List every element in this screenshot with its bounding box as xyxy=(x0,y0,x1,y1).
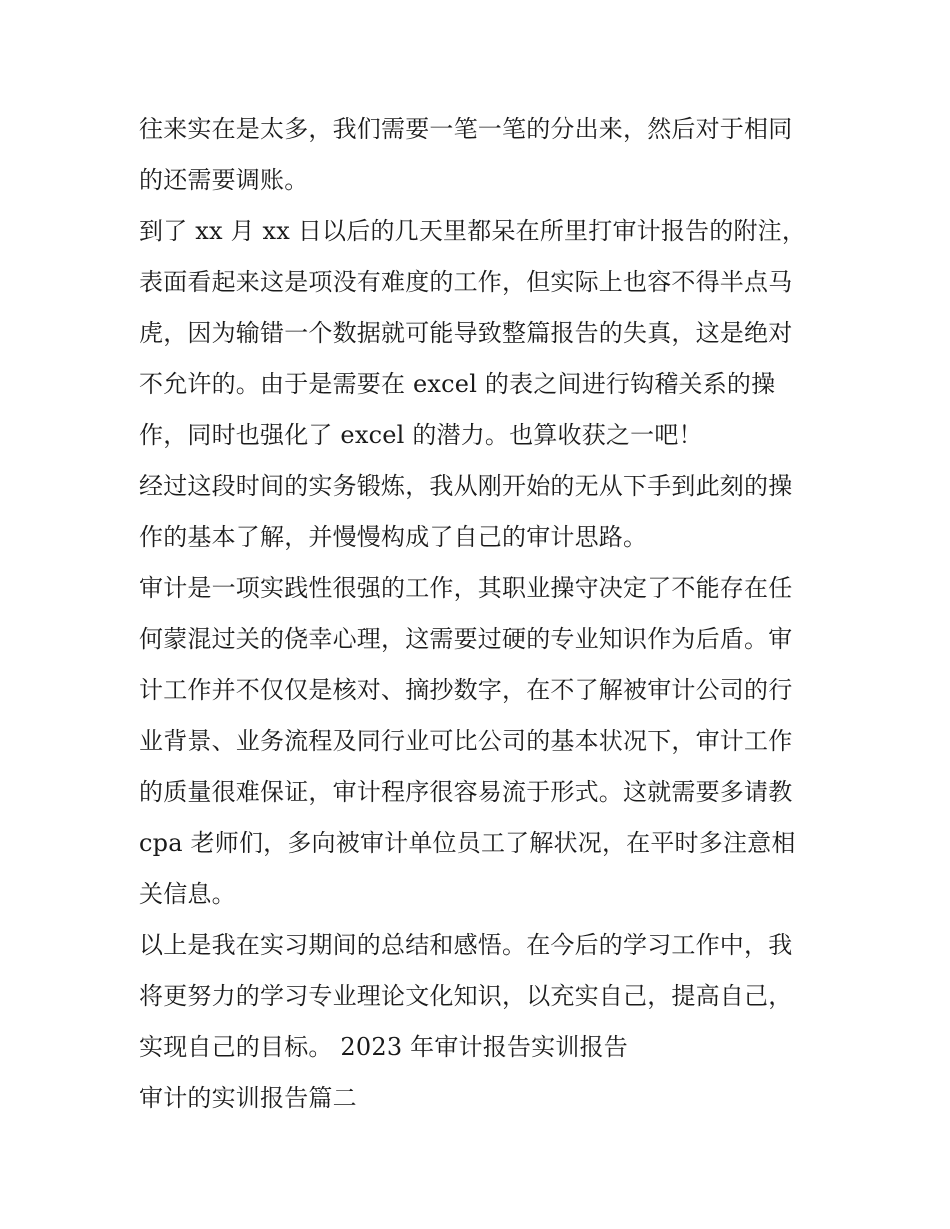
text-line: 经过这段时间的实务锻炼，我从刚开始的无从下手到此刻的操 xyxy=(139,472,793,500)
section-heading: 审计的实训报告篇二 xyxy=(139,1084,357,1112)
text-line: 到了 xx 月 xx 日以后的几天里都呆在所里打审计报告的附注， xyxy=(139,217,807,245)
text-line: 计工作并不仅仅是核对、摘抄数字，在不了解被审计公司的行 xyxy=(139,676,793,704)
text-line: 何蒙混过关的侥幸心理，这需要过硬的专业知识作为后盾。审 xyxy=(139,625,793,653)
text-line: 的质量很难保证，审计程序很容易流于形式。这就需要多请教 xyxy=(139,778,793,806)
text-line: 实现自己的目标。 2023 年审计报告实训报告 xyxy=(139,1033,628,1061)
text-line: 不允许的。由于是需要在 excel 的表之间进行钩稽关系的操 xyxy=(139,370,776,398)
text-line: 往来实在是太多，我们需要一笔一笔的分出来，然后对于相同 xyxy=(139,115,793,143)
text-line: 表面看起来这是项没有难度的工作，但实际上也容不得半点马 xyxy=(139,268,793,296)
text-line: 作，同时也强化了 excel 的潜力。也算收获之一吧！ xyxy=(139,421,703,449)
text-line: 审计是一项实践性很强的工作，其职业操守决定了不能存在任 xyxy=(139,574,793,602)
document-body xyxy=(139,104,819,1124)
text-line: 业背景、业务流程及同行业可比公司的基本状况下，审计工作 xyxy=(139,727,793,755)
text-line: 以上是我在实习期间的总结和感悟。在今后的学习工作中，我 xyxy=(139,931,793,959)
text-line: 将更努力的学习专业理论文化知识，以充实自己，提高自己， xyxy=(139,982,793,1010)
text-line: cpa 老师们，多向被审计单位员工了解状况，在平时多注意相 xyxy=(139,829,796,857)
text-line: 的还需要调账。 xyxy=(139,166,309,194)
text-line: 作的基本了解，并慢慢构成了自己的审计思路。 xyxy=(139,523,648,551)
text-line: 虎，因为输错一个数据就可能导致整篇报告的失真，这是绝对 xyxy=(139,319,793,347)
text-line: 关信息。 xyxy=(139,880,236,908)
